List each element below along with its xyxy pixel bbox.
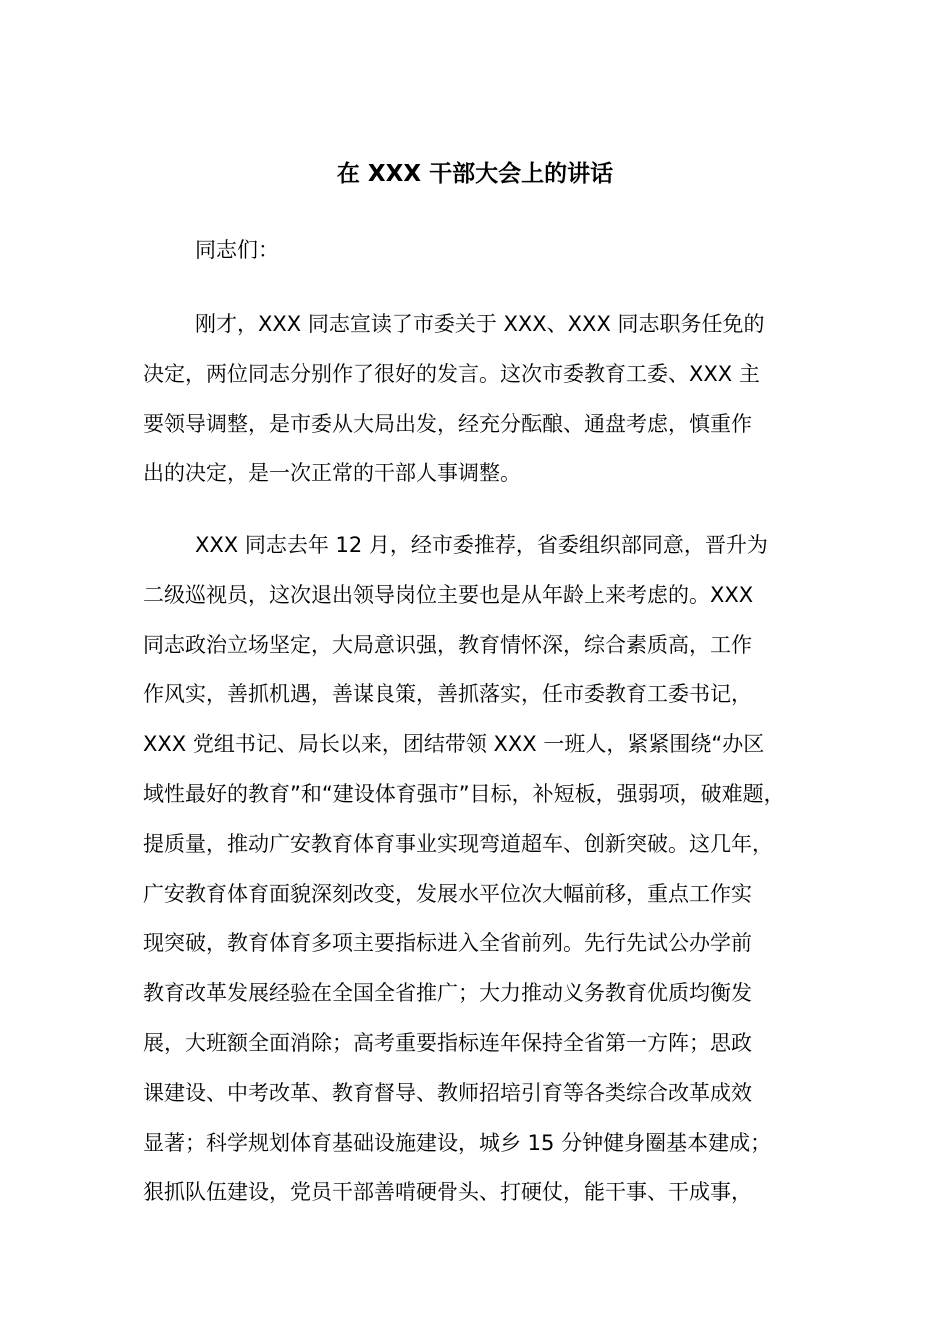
paragraph-2-line: 二级巡视员，这次退出领导岗位主要也是从年龄上来考虑的。XXX <box>143 582 754 607</box>
paragraph-1-line: 刚才，XXX 同志宣读了市委关于 XXX、XXX 同志职务任免的 <box>195 312 765 336</box>
paragraph-2-line: 提质量，推动广安教育体育事业实现弯道超车、创新突破。这几年， <box>143 831 773 856</box>
paragraph-1-line: 出的决定，是一次正常的干部人事调整。 <box>143 461 521 486</box>
paragraph-1-line: 要领导调整，是市委从大局出发，经充分酝酿、通盘考虑，慎重作 <box>143 411 752 436</box>
paragraph-2-line: 现突破，教育体育多项主要指标进入全省前列。先行先试公办学前 <box>143 931 752 956</box>
paragraph-2-line: XXX 同志去年 12 月，经市委推荐，省委组织部同意，晋升为 <box>195 533 768 557</box>
paragraph-2-line: 狠抓队伍建设，党员干部善啃硬骨头、打硬仗，能干事、干成事， <box>143 1180 752 1205</box>
paragraph-2 <box>143 521 815 1218</box>
paragraph-2-line: 广安教育体育面貌深刻改变，发展水平位次大幅前移，重点工作实 <box>143 881 752 906</box>
paragraph-2-line: 课建设、中考改革、教育督导、教师招培引育等各类综合改革成效 <box>143 1080 752 1105</box>
salutation-text: 同志们： <box>195 238 279 262</box>
paragraph-2-line: XXX 党组书记、局长以来，团结带领 XXX 一班人，紧紧围绕“办区 <box>143 732 765 757</box>
paragraph-2-line: 作风实，善抓机遇，善谋良策，善抓落实，任市委教育工委书记， <box>143 682 752 707</box>
paragraph-2-line: 同志政治立场坚定，大局意识强，教育情怀深，综合素质高，工作 <box>143 632 752 657</box>
paragraph-2-line: 域性最好的教育”和“建设体育强市”目标，补短板，强弱项，破难题， <box>143 781 785 806</box>
paragraph-1-line: 决定，两位同志分别作了很好的发言。这次市委教育工委、XXX 主 <box>143 361 760 386</box>
paragraph-1 <box>143 300 815 499</box>
paragraph-2-line: 展，大班额全面消除；高考重要指标连年保持全省第一方阵；思政 <box>143 1030 752 1055</box>
paragraph-2-line: 显著；科学规划体育基础设施建设，城乡 15 分钟健身圈基本建成； <box>143 1130 772 1155</box>
document-title: 在 XXX 干部大会上的讲话 <box>336 161 614 187</box>
paragraph-2-line: 教育改革发展经验在全国全省推广；大力推动义务教育优质均衡发 <box>143 981 752 1006</box>
salutation-paragraph <box>143 226 815 276</box>
